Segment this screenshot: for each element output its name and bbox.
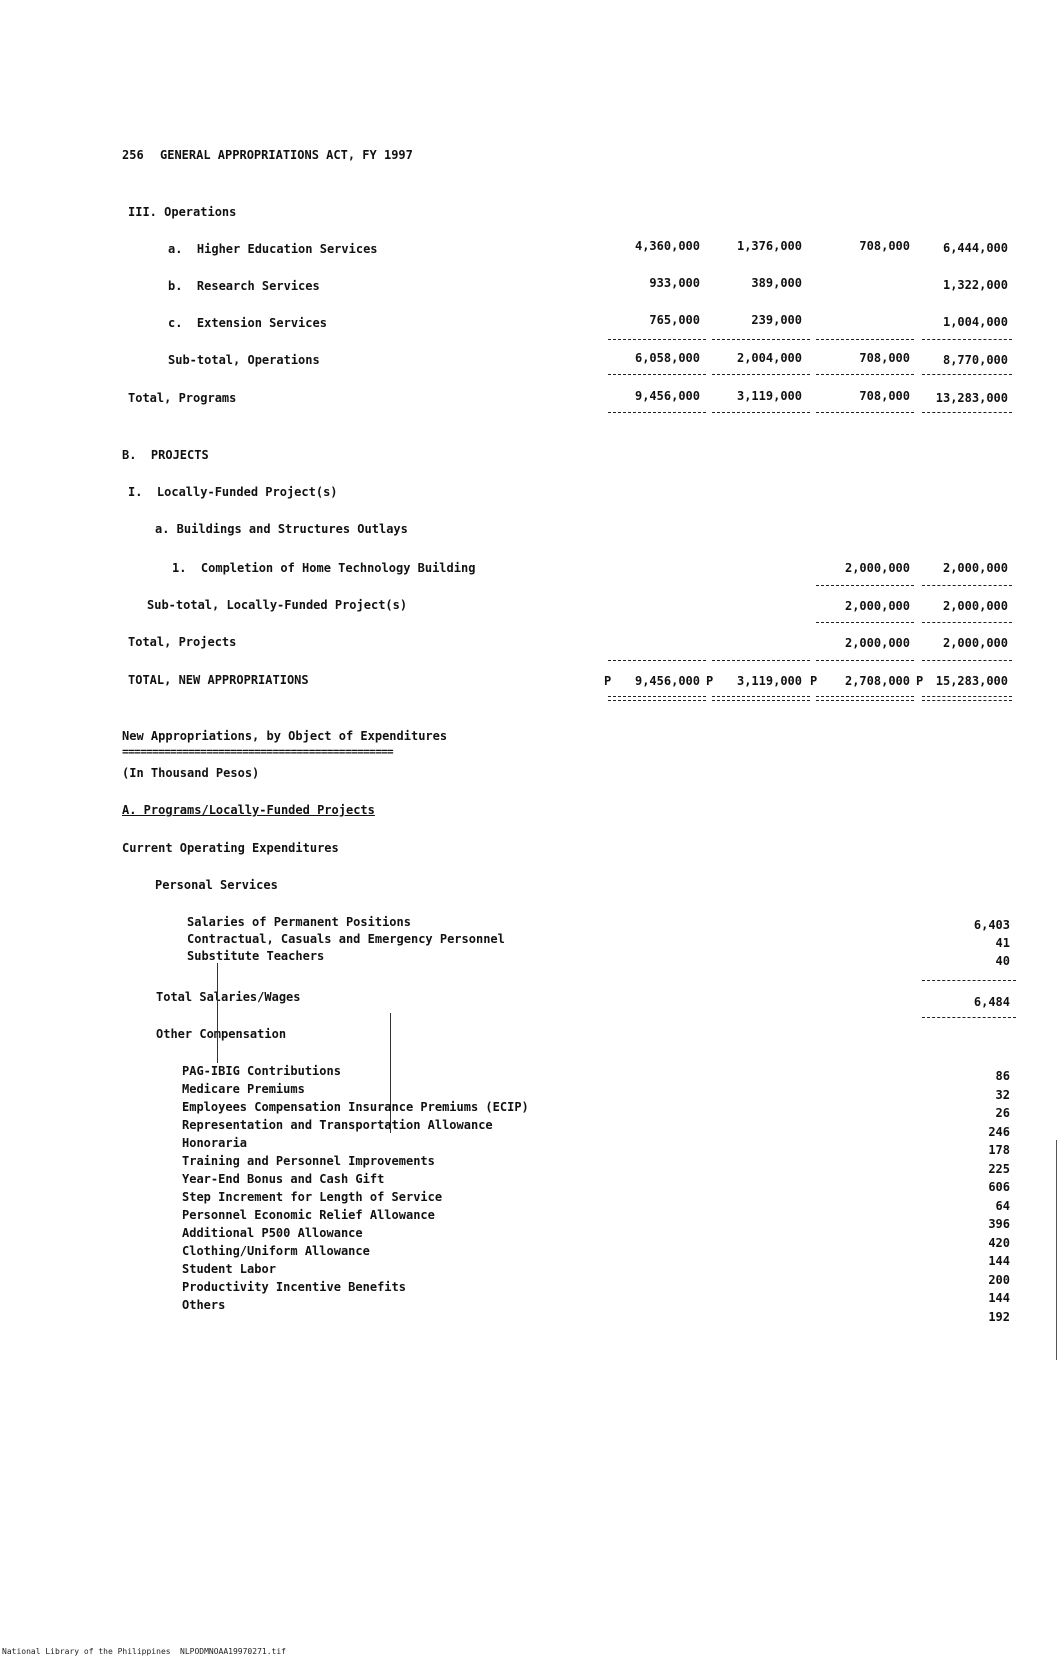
item-value: 144 xyxy=(988,1254,1010,1268)
cell-value: 2,000,000 xyxy=(942,599,1008,613)
item-label: Step Increment for Length of Service xyxy=(182,1190,443,1204)
scan-line xyxy=(1056,1140,1057,1360)
divider xyxy=(712,660,810,661)
page-number: 256 xyxy=(122,148,144,162)
heading-underline: ============================================= xyxy=(122,745,394,758)
item-label: Honoraria xyxy=(182,1136,248,1150)
item-label: Training and Personnel Improvements xyxy=(182,1154,435,1168)
item-value: 200 xyxy=(988,1273,1010,1287)
item-label: Year-End Bonus and Cash Gift xyxy=(182,1172,385,1186)
item-value: 144 xyxy=(988,1291,1010,1305)
divider xyxy=(922,660,1012,661)
cell-value: 13,283,000 xyxy=(935,391,1008,405)
cell-value: 933,000 xyxy=(649,276,700,290)
current-expenditures-heading: Current Operating Expenditures xyxy=(122,841,339,855)
other-compensation-heading: Other Compensation xyxy=(156,1027,287,1041)
item-value: 246 xyxy=(988,1125,1010,1139)
peso-sign: P xyxy=(916,674,924,688)
buildings-heading: a. Buildings and Structures Outlays xyxy=(155,522,408,536)
item-label: Others xyxy=(182,1298,226,1312)
item-label: Substitute Teachers xyxy=(187,949,325,963)
divider xyxy=(816,339,914,340)
divider xyxy=(816,585,914,586)
peso-sign: P xyxy=(706,674,714,688)
cell-value: 9,456,000 xyxy=(634,674,700,688)
item-label: Personnel Economic Relief Allowance xyxy=(182,1208,435,1222)
item-value: 225 xyxy=(988,1162,1010,1176)
cell-value: 3,119,000 xyxy=(736,389,802,403)
divider xyxy=(608,412,706,413)
cell-value: 1,004,000 xyxy=(942,315,1008,329)
cell-value: 2,000,000 xyxy=(844,636,910,650)
cell-value: 1,322,000 xyxy=(942,278,1008,292)
item-label: Employees Compensation Insurance Premiums (ECIP) xyxy=(182,1100,529,1114)
cell-value: 2,000,000 xyxy=(942,561,1008,575)
cell-value: 708,000 xyxy=(859,351,910,365)
item-value: 86 xyxy=(995,1069,1010,1083)
item-label: Salaries of Permanent Positions xyxy=(187,915,411,929)
units-label: (In Thousand Pesos) xyxy=(122,766,260,780)
double-divider xyxy=(712,696,810,701)
item-label: PAG-IBIG Contributions xyxy=(182,1064,341,1078)
row-label: TOTAL, NEW APPROPRIATIONS xyxy=(128,673,309,687)
footer-library: National Library of the Philippines xyxy=(2,1647,171,1656)
divider xyxy=(922,412,1012,413)
double-divider xyxy=(608,696,706,701)
cell-value: 8,770,000 xyxy=(942,353,1008,367)
item-value: 64 xyxy=(995,1199,1010,1213)
cell-value: 6,444,000 xyxy=(942,241,1008,255)
divider xyxy=(816,412,914,413)
item-label: Representation and Transportation Allowance xyxy=(182,1118,493,1132)
item-value: 606 xyxy=(988,1180,1010,1194)
projects-heading: B. PROJECTS xyxy=(122,448,209,462)
operations-heading: III. Operations xyxy=(128,205,237,219)
divider xyxy=(712,374,810,375)
cell-value: 15,283,000 xyxy=(935,674,1008,688)
divider xyxy=(816,660,914,661)
item-label: Clothing/Uniform Allowance xyxy=(182,1244,370,1258)
cell-value: 4,360,000 xyxy=(634,239,700,253)
peso-sign: P xyxy=(604,674,612,688)
page-title: GENERAL APPROPRIATIONS ACT, FY 1997 xyxy=(160,148,413,162)
scan-line xyxy=(217,963,218,1063)
divider xyxy=(816,622,914,623)
item-value: 26 xyxy=(995,1106,1010,1120)
scan-line xyxy=(390,1013,391,1133)
item-value: 6,403 xyxy=(973,918,1010,932)
item-value: 192 xyxy=(988,1310,1010,1324)
cell-value: 239,000 xyxy=(751,313,802,327)
footer-file: NLPODMNOAA19970271.tif xyxy=(180,1647,286,1656)
peso-sign: P xyxy=(810,674,818,688)
double-divider xyxy=(922,696,1012,701)
item-value: 420 xyxy=(988,1236,1010,1250)
divider xyxy=(608,339,706,340)
expenditures-heading: New Appropriations, by Object of Expenditures xyxy=(122,729,448,743)
divider xyxy=(816,374,914,375)
cell-value: 1,376,000 xyxy=(736,239,802,253)
cell-value: 708,000 xyxy=(859,239,910,253)
double-divider xyxy=(816,696,914,701)
row-label: c. Extension Services xyxy=(168,316,327,330)
item-value: 178 xyxy=(988,1143,1010,1157)
row-label: Sub-total, Operations xyxy=(168,353,320,367)
cell-value: 2,000,000 xyxy=(844,599,910,613)
cell-value: 6,058,000 xyxy=(634,351,700,365)
row-label: Sub-total, Locally-Funded Project(s) xyxy=(147,598,408,612)
item-value: 32 xyxy=(995,1088,1010,1102)
cell-value: 6,484 xyxy=(973,995,1010,1009)
row-label: Total, Programs xyxy=(128,391,237,405)
cell-value: 389,000 xyxy=(751,276,802,290)
item-value: 40 xyxy=(995,954,1010,968)
row-label: Total, Projects xyxy=(128,635,237,649)
divider xyxy=(712,339,810,340)
cell-value: 2,708,000 xyxy=(844,674,910,688)
row-label: b. Research Services xyxy=(168,279,320,293)
cell-value: 2,004,000 xyxy=(736,351,802,365)
item-label: Medicare Premiums xyxy=(182,1082,305,1096)
cell-value: 708,000 xyxy=(859,389,910,403)
divider xyxy=(922,339,1012,340)
cell-value: 765,000 xyxy=(649,313,700,327)
section-heading: A. Programs/Locally-Funded Projects xyxy=(122,803,375,817)
cell-value: 3,119,000 xyxy=(736,674,802,688)
row-label: a. Higher Education Services xyxy=(168,242,378,256)
row-label: 1. Completion of Home Technology Building xyxy=(172,561,476,575)
divider xyxy=(608,660,706,661)
divider xyxy=(712,412,810,413)
divider xyxy=(922,374,1012,375)
item-value: 396 xyxy=(988,1217,1010,1231)
item-label: Contractual, Casuals and Emergency Personnel xyxy=(187,932,505,946)
item-value: 41 xyxy=(995,936,1010,950)
item-label: Additional P500 Allowance xyxy=(182,1226,363,1240)
cell-value: 2,000,000 xyxy=(942,636,1008,650)
personal-services-heading: Personal Services xyxy=(155,878,278,892)
divider xyxy=(608,374,706,375)
cell-value: 2,000,000 xyxy=(844,561,910,575)
divider xyxy=(922,622,1012,623)
divider xyxy=(922,585,1012,586)
item-label: Student Labor xyxy=(182,1262,276,1276)
row-label: Total Salaries/Wages xyxy=(156,990,301,1004)
cell-value: 9,456,000 xyxy=(634,389,700,403)
divider xyxy=(922,980,1016,981)
locally-funded-heading: I. Locally-Funded Project(s) xyxy=(128,485,338,499)
item-label: Productivity Incentive Benefits xyxy=(182,1280,406,1294)
divider xyxy=(922,1017,1016,1018)
